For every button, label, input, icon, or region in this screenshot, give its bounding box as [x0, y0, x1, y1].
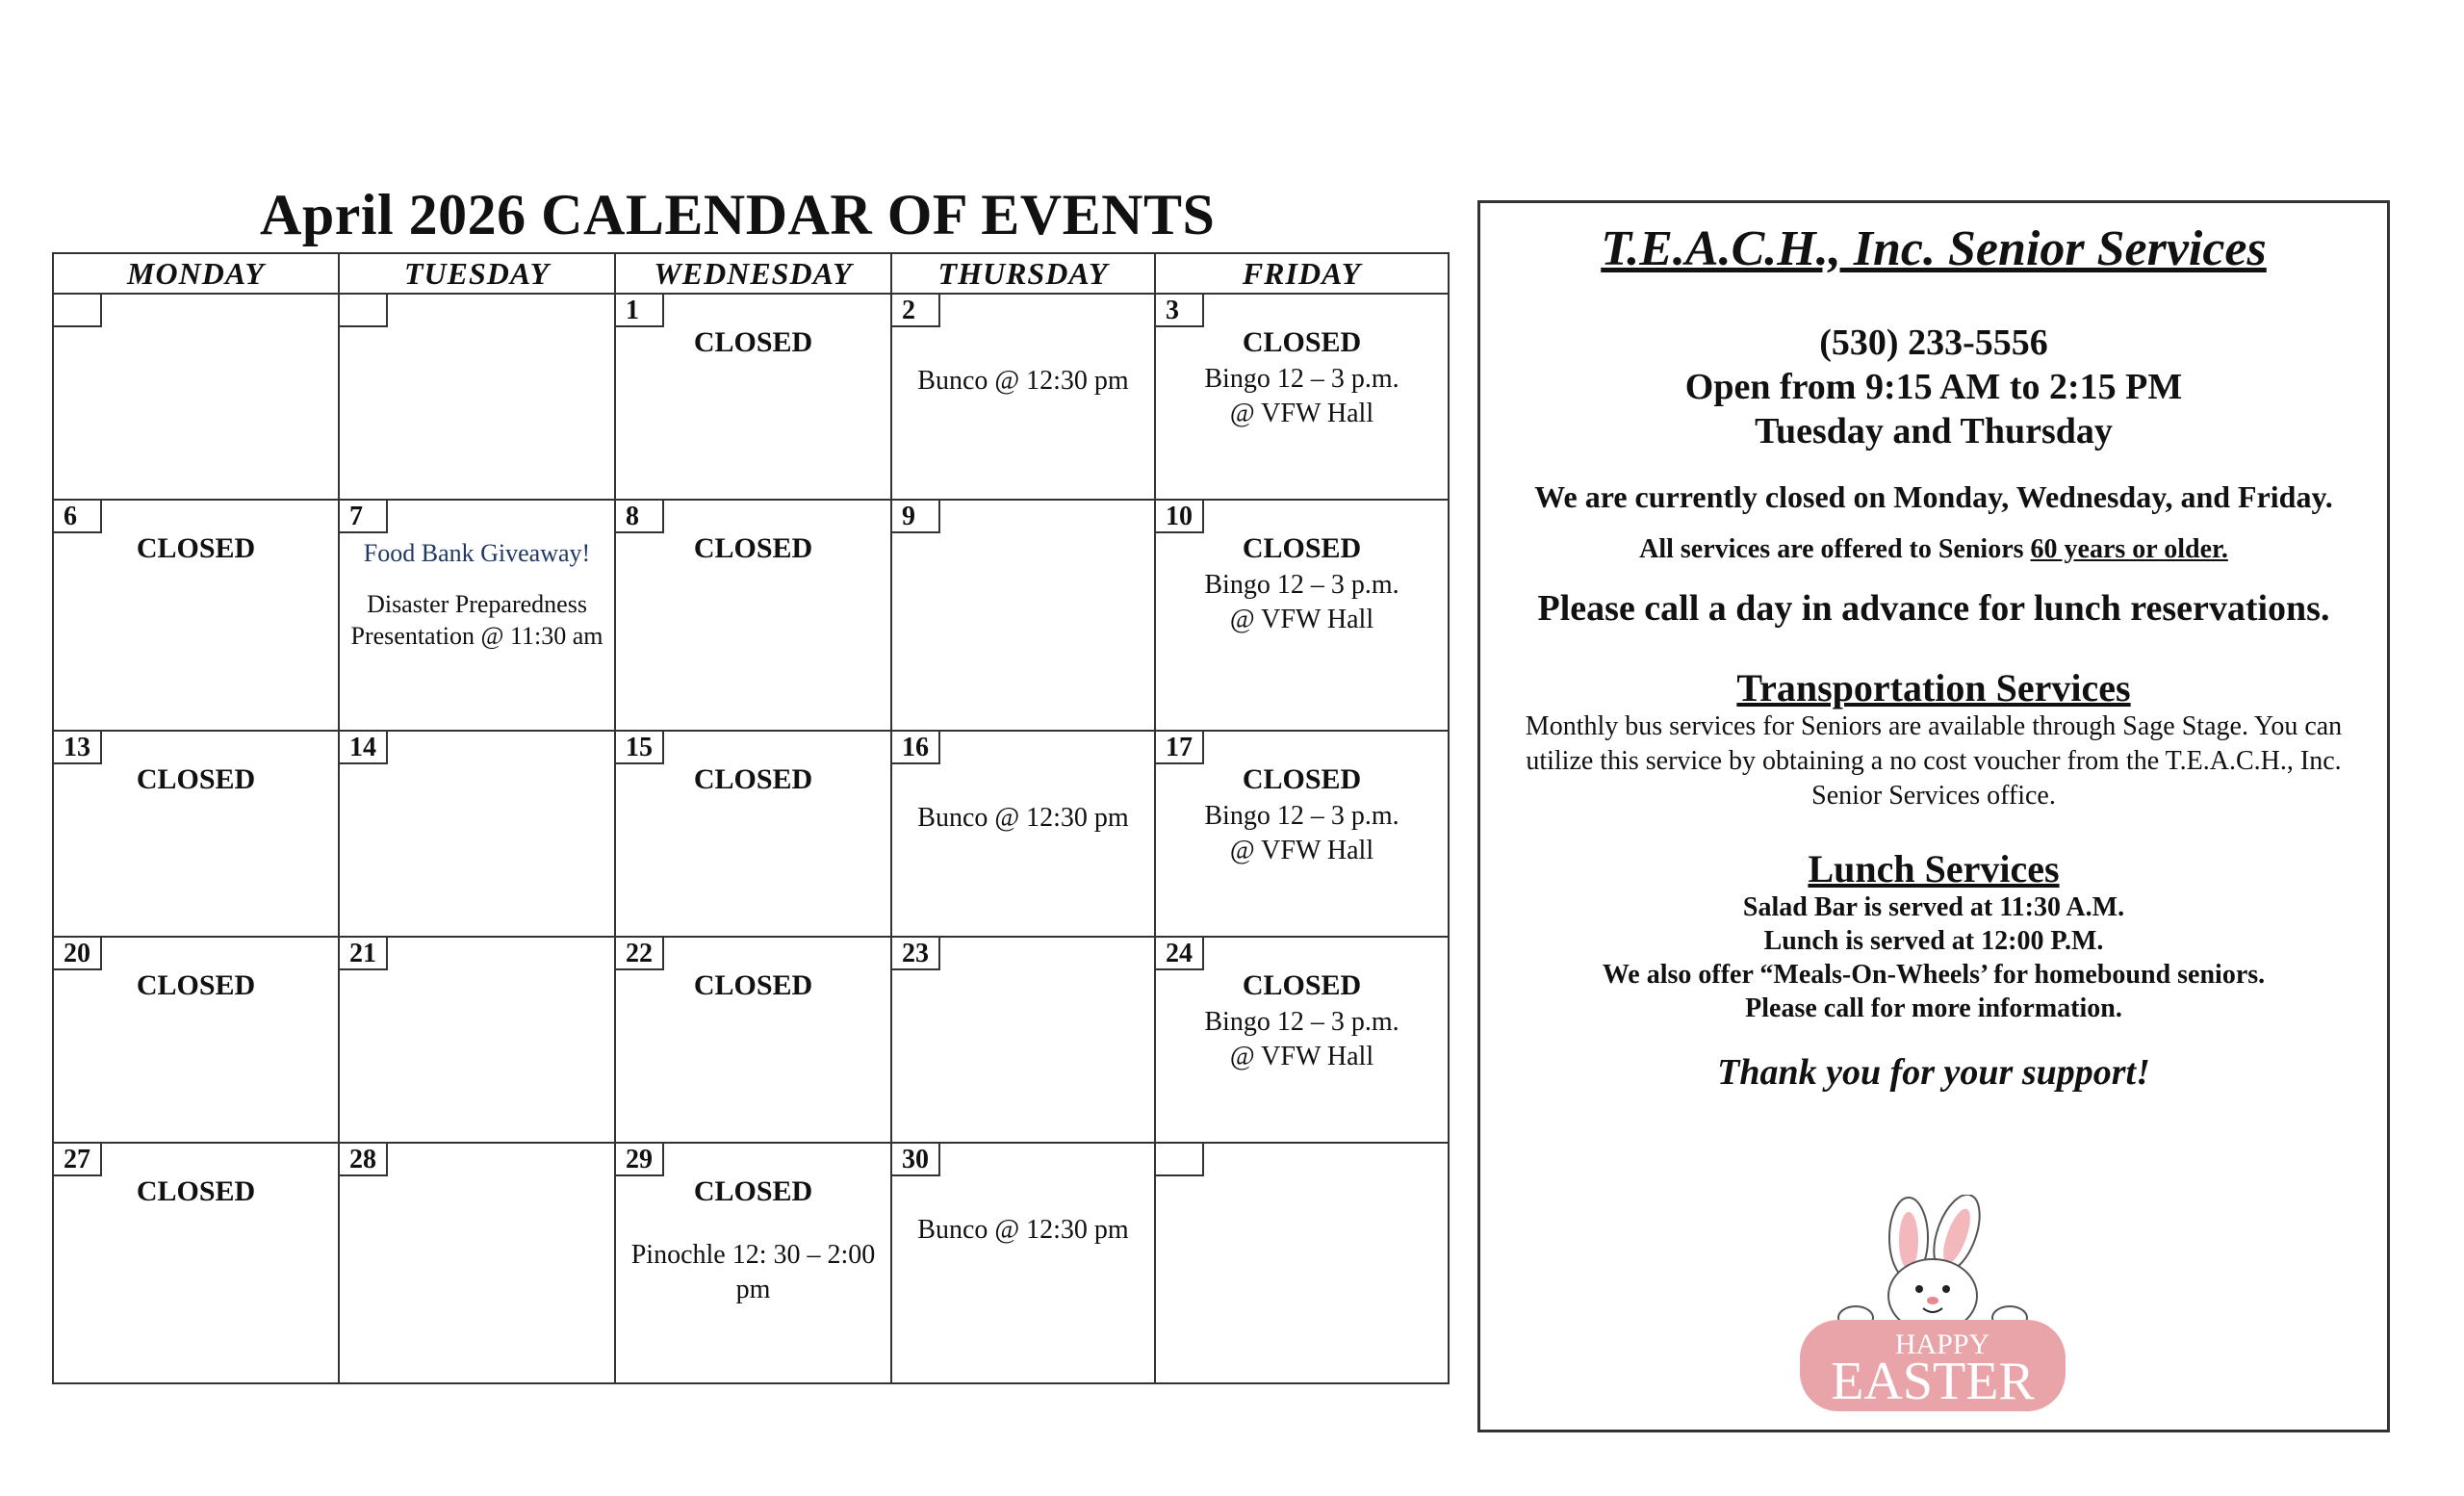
day-cell-friday	[1155, 731, 1449, 937]
day-cell-thursday	[891, 294, 1155, 500]
day-number: 15	[616, 732, 664, 764]
event-text: Bunco @ 12:30 pm	[917, 803, 1129, 833]
closed-label: CLOSED	[136, 1175, 256, 1207]
event-text: Bunco @ 12:30 pm	[917, 1215, 1129, 1245]
week-row	[53, 1143, 1449, 1383]
event-text: Bingo 12 – 3 p.m.	[1204, 570, 1399, 600]
day-cell-tuesday	[339, 731, 615, 937]
weekday-monday: MONDAY	[53, 253, 339, 294]
closed-label: CLOSED	[693, 969, 813, 1001]
open-hours: Open from 9:15 AM to 2:15 PM	[1684, 367, 2183, 407]
day-number: 3	[1156, 295, 1204, 327]
closed-label: CLOSED	[136, 532, 256, 564]
event-text: Pinochle 12: 30 – 2:00 pm	[630, 1240, 876, 1304]
easter-bunny-icon	[1788, 1195, 2077, 1416]
day-number	[54, 295, 102, 327]
weekday-thursday: THURSDAY	[891, 253, 1155, 294]
day-number: 20	[54, 938, 102, 970]
day-number: 7	[340, 501, 388, 533]
event-text: @ VFW Hall	[1229, 399, 1374, 428]
day-number: 24	[1156, 938, 1204, 970]
day-cell-monday	[53, 731, 339, 937]
day-number: 22	[616, 938, 664, 970]
day-cell-tuesday	[339, 1143, 615, 1383]
info-title: T.E.A.C.H., Inc. Senior Services	[1601, 221, 2267, 276]
transportation-title: Transportation Services	[1736, 666, 2131, 709]
day-cell-monday	[53, 500, 339, 731]
phone-number: (530) 233-5556	[1819, 322, 2048, 363]
closed-days-note: We are currently closed on Monday, Wednesday, and Friday.	[1534, 479, 2333, 514]
calendar-grid	[52, 252, 1450, 1384]
closed-label: CLOSED	[1242, 326, 1362, 358]
closed-label: CLOSED	[136, 969, 256, 1001]
info-panel	[1477, 200, 2390, 1432]
closed-label: CLOSED	[693, 326, 813, 358]
lunch-line: We also offer “Meals-On-Wheels’ for homebound seniors.	[1602, 960, 2266, 990]
day-number	[1156, 1144, 1204, 1176]
weekday-wednesday: WEDNESDAY	[615, 253, 891, 294]
event-text: @ VFW Hall	[1229, 1042, 1374, 1071]
day-cell-monday	[53, 1143, 339, 1383]
event-text: Disaster Preparedness Presentation @ 11:30 am	[350, 590, 603, 650]
call-ahead-note: Please call a day in advance for lunch reservations.	[1537, 588, 2330, 629]
day-cell-thursday	[891, 937, 1155, 1143]
day-number: 6	[54, 501, 102, 533]
seniors-note-text: All services are offered to Seniors	[1639, 534, 2031, 564]
closed-label: CLOSED	[1242, 763, 1362, 795]
day-number: 27	[54, 1144, 102, 1176]
seniors-eligibility-note	[1480, 532, 2387, 567]
lunch-line: Lunch is served at 12:00 P.M.	[1763, 926, 2104, 956]
event-text: Bunco @ 12:30 pm	[917, 366, 1129, 396]
week-row	[53, 294, 1449, 500]
seniors-age: 60 years or older.	[2030, 534, 2228, 564]
day-number	[340, 295, 388, 327]
day-number: 14	[340, 732, 388, 764]
lunch-title: Lunch Services	[1808, 847, 2060, 890]
day-number: 9	[892, 501, 940, 533]
day-cell-tuesday	[339, 500, 615, 731]
week-row	[53, 500, 1449, 731]
event-text: @ VFW Hall	[1229, 836, 1374, 865]
day-number: 1	[616, 295, 664, 327]
day-number: 16	[892, 732, 940, 764]
day-number: 28	[340, 1144, 388, 1176]
day-cell-wednesday	[615, 937, 891, 1143]
open-days: Tuesday and Thursday	[1755, 411, 2113, 451]
thank-you-note: Thank you for your support!	[1717, 1052, 2150, 1093]
day-cell-monday	[53, 937, 339, 1143]
lunch-line: Please call for more information.	[1745, 993, 2122, 1023]
closed-label: CLOSED	[1242, 532, 1362, 564]
day-number: 13	[54, 732, 102, 764]
transportation-text: Monthly bus services for Seniors are available through Sage Stage. You can utilize this service by obtaining a no cost voucher from the T.E.A.C.H., Inc. Senior Services office.	[1525, 711, 2343, 811]
weekday-friday: FRIDAY	[1155, 253, 1449, 294]
day-number: 29	[616, 1144, 664, 1176]
day-cell-wednesday	[615, 500, 891, 731]
day-number: 30	[892, 1144, 940, 1176]
day-number: 2	[892, 295, 940, 327]
closed-label: CLOSED	[136, 763, 256, 795]
event-text: Bingo 12 – 3 p.m.	[1204, 364, 1399, 394]
day-cell-friday	[1155, 1143, 1449, 1383]
weekday-header-row	[53, 253, 1449, 294]
week-row	[53, 937, 1449, 1143]
day-cell-tuesday	[339, 937, 615, 1143]
day-cell-wednesday	[615, 1143, 891, 1383]
day-cell-thursday	[891, 1143, 1155, 1383]
closed-label: CLOSED	[693, 1175, 813, 1207]
day-number: 8	[616, 501, 664, 533]
closed-label: CLOSED	[1242, 969, 1362, 1001]
day-number: 21	[340, 938, 388, 970]
event-text: @ VFW Hall	[1229, 605, 1374, 634]
day-cell-friday	[1155, 937, 1449, 1143]
event-text: Bingo 12 – 3 p.m.	[1204, 1007, 1399, 1037]
weekday-tuesday: TUESDAY	[339, 253, 615, 294]
day-cell-wednesday	[615, 731, 891, 937]
day-cell-tuesday	[339, 294, 615, 500]
event-text: Food Bank Giveaway!	[363, 539, 591, 567]
easter-happy-text: HAPPY	[1894, 1328, 1990, 1360]
day-cell-monday	[53, 294, 339, 500]
day-cell-friday	[1155, 500, 1449, 731]
day-cell-wednesday	[615, 294, 891, 500]
day-number: 17	[1156, 732, 1204, 764]
day-number: 23	[892, 938, 940, 970]
week-row	[53, 731, 1449, 937]
day-cell-friday	[1155, 294, 1449, 500]
lunch-line: Salad Bar is served at 11:30 A.M.	[1742, 892, 2125, 922]
day-cell-thursday	[891, 731, 1155, 937]
event-text: Bingo 12 – 3 p.m.	[1204, 801, 1399, 831]
day-number: 10	[1156, 501, 1204, 533]
closed-label: CLOSED	[693, 763, 813, 795]
easter-word-text: EASTER	[1831, 1352, 2035, 1411]
closed-label: CLOSED	[693, 532, 813, 564]
day-cell-thursday	[891, 500, 1155, 731]
page-title: April 2026 CALENDAR OF EVENTS	[260, 183, 1216, 246]
